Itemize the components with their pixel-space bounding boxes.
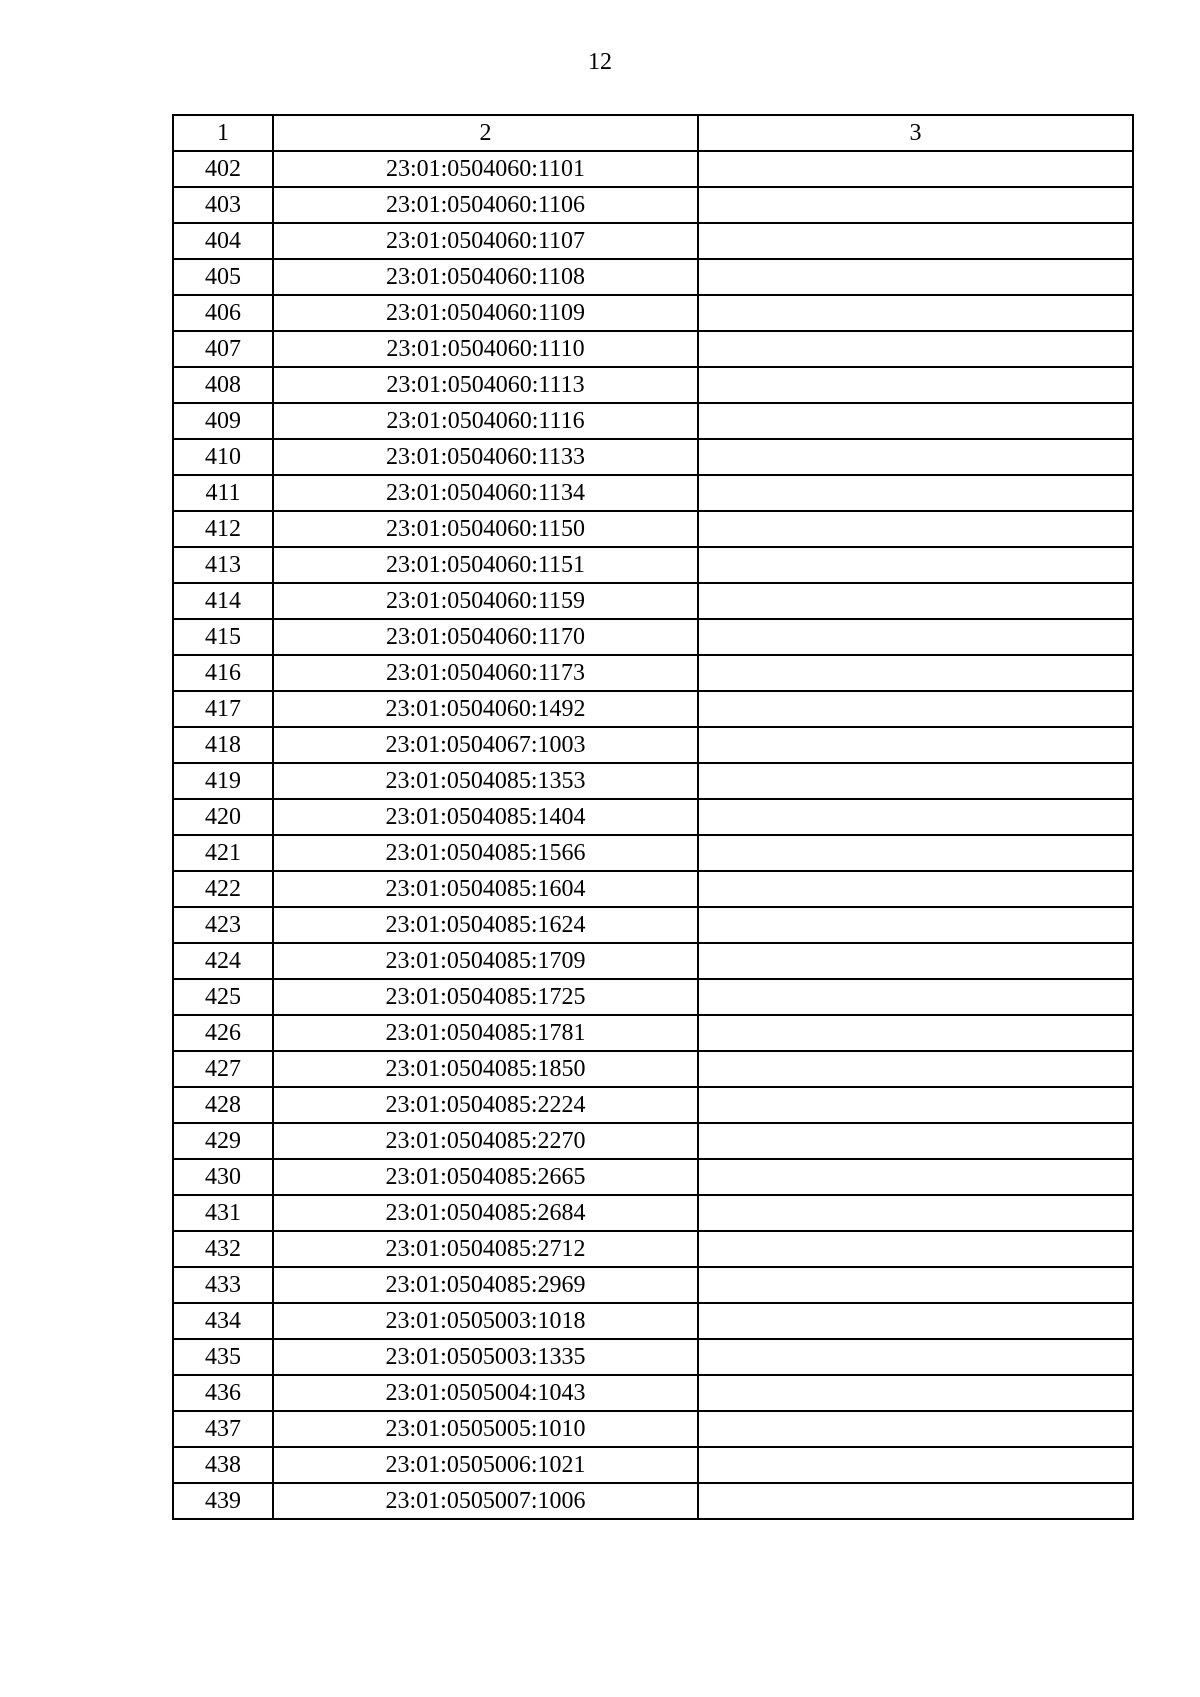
row-number-cell: 409 — [173, 403, 273, 439]
cadastral-number-cell: 23:01:0504067:1003 — [273, 727, 698, 763]
cadastral-number-cell: 23:01:0505003:1335 — [273, 1339, 698, 1375]
cadastral-number-cell: 23:01:0504060:1133 — [273, 439, 698, 475]
row-number-cell: 402 — [173, 151, 273, 187]
table-row — [173, 151, 1133, 187]
row-number-cell: 415 — [173, 619, 273, 655]
note-cell — [698, 1051, 1133, 1087]
note-cell — [698, 1015, 1133, 1051]
note-cell — [698, 1267, 1133, 1303]
note-cell — [698, 835, 1133, 871]
table-row — [173, 1267, 1133, 1303]
row-number-cell: 430 — [173, 1159, 273, 1195]
row-number-cell: 437 — [173, 1411, 273, 1447]
cadastral-number-cell: 23:01:0504085:1404 — [273, 799, 698, 835]
row-number-cell: 413 — [173, 547, 273, 583]
note-cell — [698, 763, 1133, 799]
note-cell — [698, 799, 1133, 835]
note-cell — [698, 223, 1133, 259]
table-row — [173, 1231, 1133, 1267]
table-row — [173, 1159, 1133, 1195]
table-row — [173, 1051, 1133, 1087]
row-number-cell: 408 — [173, 367, 273, 403]
row-number-cell: 420 — [173, 799, 273, 835]
table-row — [173, 1303, 1133, 1339]
table-row — [173, 871, 1133, 907]
row-number-cell: 410 — [173, 439, 273, 475]
note-cell — [698, 1123, 1133, 1159]
cadastral-number-cell: 23:01:0504085:1781 — [273, 1015, 698, 1051]
cadastral-number-cell: 23:01:0504060:1170 — [273, 619, 698, 655]
row-number-cell: 411 — [173, 475, 273, 511]
cadastral-number-cell: 23:01:0504060:1116 — [273, 403, 698, 439]
note-cell — [698, 367, 1133, 403]
registry-table-body — [173, 115, 1133, 1519]
column-header-3: 3 — [698, 115, 1133, 151]
cadastral-number-cell: 23:01:0504060:1492 — [273, 691, 698, 727]
cadastral-number-cell: 23:01:0504060:1159 — [273, 583, 698, 619]
row-number-cell: 406 — [173, 295, 273, 331]
note-cell — [698, 727, 1133, 763]
note-cell — [698, 403, 1133, 439]
column-header-2: 2 — [273, 115, 698, 151]
table-row — [173, 1483, 1133, 1519]
column-header-1: 1 — [173, 115, 273, 151]
cadastral-number-cell: 23:01:0504085:1604 — [273, 871, 698, 907]
row-number-cell: 414 — [173, 583, 273, 619]
note-cell — [698, 979, 1133, 1015]
row-number-cell: 412 — [173, 511, 273, 547]
note-cell — [698, 1483, 1133, 1519]
table-row — [173, 1087, 1133, 1123]
note-cell — [698, 1339, 1133, 1375]
note-cell — [698, 259, 1133, 295]
table-row — [173, 1411, 1133, 1447]
row-number-cell: 433 — [173, 1267, 273, 1303]
cadastral-number-cell: 23:01:0504085:1624 — [273, 907, 698, 943]
table-row — [173, 655, 1133, 691]
table-row — [173, 1375, 1133, 1411]
table-row — [173, 1447, 1133, 1483]
cadastral-number-cell: 23:01:0504060:1134 — [273, 475, 698, 511]
note-cell — [698, 151, 1133, 187]
page-number: 12 — [588, 49, 612, 75]
table-row — [173, 403, 1133, 439]
row-number-cell: 423 — [173, 907, 273, 943]
cadastral-number-cell: 23:01:0504060:1101 — [273, 151, 698, 187]
row-number-cell: 424 — [173, 943, 273, 979]
note-cell — [698, 547, 1133, 583]
cadastral-number-cell: 23:01:0504060:1151 — [273, 547, 698, 583]
cadastral-number-cell: 23:01:0504060:1110 — [273, 331, 698, 367]
row-number-cell: 438 — [173, 1447, 273, 1483]
row-number-cell: 435 — [173, 1339, 273, 1375]
note-cell — [698, 1375, 1133, 1411]
cadastral-number-cell: 23:01:0504085:1709 — [273, 943, 698, 979]
cadastral-number-cell: 23:01:0504085:2712 — [273, 1231, 698, 1267]
table-row — [173, 835, 1133, 871]
table-row — [173, 727, 1133, 763]
table-row — [173, 1339, 1133, 1375]
row-number-cell: 419 — [173, 763, 273, 799]
table-row — [173, 691, 1133, 727]
table-row — [173, 619, 1133, 655]
table-row — [173, 1123, 1133, 1159]
cadastral-number-cell: 23:01:0504060:1109 — [273, 295, 698, 331]
note-cell — [698, 1411, 1133, 1447]
cadastral-number-cell: 23:01:0505006:1021 — [273, 1447, 698, 1483]
cadastral-number-cell: 23:01:0504085:2684 — [273, 1195, 698, 1231]
cadastral-number-cell: 23:01:0504060:1173 — [273, 655, 698, 691]
cadastral-number-cell: 23:01:0504085:2224 — [273, 1087, 698, 1123]
note-cell — [698, 871, 1133, 907]
row-number-cell: 417 — [173, 691, 273, 727]
table-row — [173, 223, 1133, 259]
cadastral-number-cell: 23:01:0504060:1113 — [273, 367, 698, 403]
note-cell — [698, 511, 1133, 547]
cadastral-number-cell: 23:01:0504060:1150 — [273, 511, 698, 547]
note-cell — [698, 1303, 1133, 1339]
row-number-cell: 431 — [173, 1195, 273, 1231]
note-cell — [698, 655, 1133, 691]
note-cell — [698, 187, 1133, 223]
row-number-cell: 416 — [173, 655, 273, 691]
cadastral-number-cell: 23:01:0504085:2665 — [273, 1159, 698, 1195]
row-number-cell: 425 — [173, 979, 273, 1015]
note-cell — [698, 1447, 1133, 1483]
cadastral-number-cell: 23:01:0504085:1725 — [273, 979, 698, 1015]
row-number-cell: 428 — [173, 1087, 273, 1123]
table-row — [173, 547, 1133, 583]
table-row — [173, 295, 1133, 331]
note-cell — [698, 583, 1133, 619]
row-number-cell: 432 — [173, 1231, 273, 1267]
cadastral-number-cell: 23:01:0504085:1353 — [273, 763, 698, 799]
cadastral-number-cell: 23:01:0504060:1106 — [273, 187, 698, 223]
note-cell — [698, 475, 1133, 511]
row-number-cell: 434 — [173, 1303, 273, 1339]
table-row — [173, 979, 1133, 1015]
cadastral-number-cell: 23:01:0505003:1018 — [273, 1303, 698, 1339]
row-number-cell: 404 — [173, 223, 273, 259]
cadastral-number-cell: 23:01:0504085:1850 — [273, 1051, 698, 1087]
table-row — [173, 187, 1133, 223]
table-row — [173, 763, 1133, 799]
note-cell — [698, 1087, 1133, 1123]
table-row — [173, 439, 1133, 475]
table-row — [173, 943, 1133, 979]
table-header-row — [173, 115, 1133, 151]
cadastral-number-cell: 23:01:0504085:2270 — [273, 1123, 698, 1159]
note-cell — [698, 691, 1133, 727]
table-row — [173, 1195, 1133, 1231]
row-number-cell: 436 — [173, 1375, 273, 1411]
note-cell — [698, 943, 1133, 979]
row-number-cell: 407 — [173, 331, 273, 367]
table-row — [173, 583, 1133, 619]
cadastral-number-cell: 23:01:0505007:1006 — [273, 1483, 698, 1519]
note-cell — [698, 619, 1133, 655]
note-cell — [698, 439, 1133, 475]
note-cell — [698, 1231, 1133, 1267]
cadastral-number-cell: 23:01:0504085:2969 — [273, 1267, 698, 1303]
table-row — [173, 259, 1133, 295]
row-number-cell: 403 — [173, 187, 273, 223]
cadastral-number-cell: 23:01:0504060:1108 — [273, 259, 698, 295]
row-number-cell: 418 — [173, 727, 273, 763]
table-row — [173, 511, 1133, 547]
cadastral-number-cell: 23:01:0505005:1010 — [273, 1411, 698, 1447]
table-row — [173, 907, 1133, 943]
note-cell — [698, 295, 1133, 331]
table-row — [173, 475, 1133, 511]
row-number-cell: 421 — [173, 835, 273, 871]
table-row — [173, 331, 1133, 367]
note-cell — [698, 1159, 1133, 1195]
row-number-cell: 427 — [173, 1051, 273, 1087]
row-number-cell: 429 — [173, 1123, 273, 1159]
row-number-cell: 405 — [173, 259, 273, 295]
table-row — [173, 799, 1133, 835]
cadastral-number-cell: 23:01:0505004:1043 — [273, 1375, 698, 1411]
note-cell — [698, 331, 1133, 367]
table-row — [173, 1015, 1133, 1051]
row-number-cell: 439 — [173, 1483, 273, 1519]
registry-table — [172, 114, 1134, 1520]
row-number-cell: 426 — [173, 1015, 273, 1051]
note-cell — [698, 907, 1133, 943]
row-number-cell: 422 — [173, 871, 273, 907]
cadastral-number-cell: 23:01:0504060:1107 — [273, 223, 698, 259]
cadastral-number-cell: 23:01:0504085:1566 — [273, 835, 698, 871]
table-row — [173, 367, 1133, 403]
note-cell — [698, 1195, 1133, 1231]
